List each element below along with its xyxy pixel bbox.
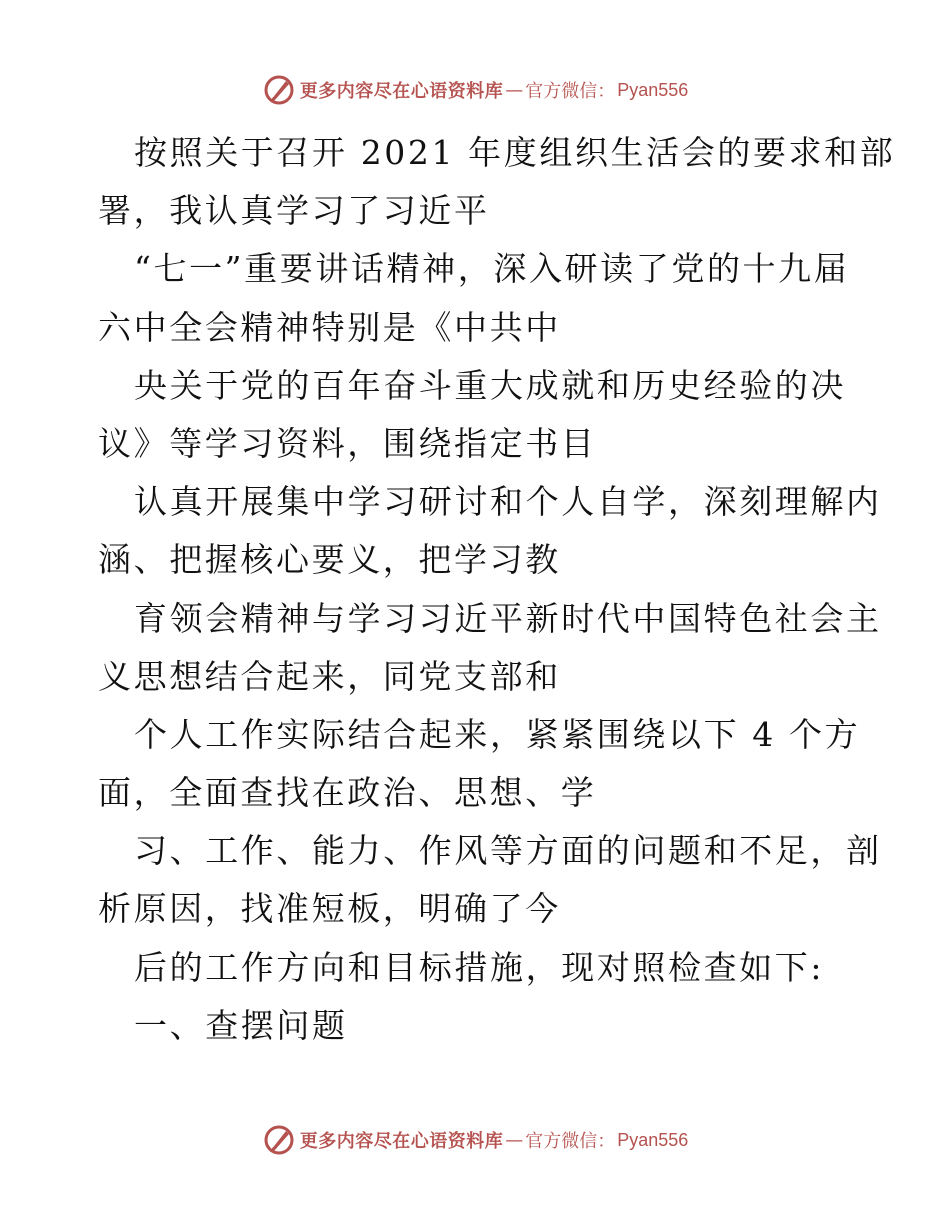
paragraph-line: 六中全会精神特别是《中共中 [98,307,561,347]
paragraph-line: 议》等学习资料，围绕指定书目 [98,423,597,463]
paragraph-line: 央关于党的百年奋斗重大成就和历史经验的决 [134,365,846,405]
paragraph-line: 署，我认真学习了习近平 [98,191,490,231]
quill-pen-circle-icon [262,73,296,107]
paragraph-line: 按照关于召开 2021 年度组织生活会的要求和部 [134,133,896,172]
footer-watermark [0,1120,950,1160]
watermark-wechat-label: 官方微信： [525,81,616,102]
watermark-wechat-id: Pyan556 [617,79,689,100]
quill-pen-circle-icon [262,1123,296,1157]
watermark-main-text: 更多内容尽在心语资料库 [299,1131,504,1152]
paragraph-line: 育领会精神与学习习近平新时代中国特色社会主 [134,598,882,638]
watermark-wechat-label: 官方微信： [525,1131,616,1152]
watermark-separator: — [505,79,524,101]
paragraph-line: 习、工作、能力、作风等方面的问题和不足，剖 [134,831,882,871]
watermark-main-text: 更多内容尽在心语资料库 [299,81,504,102]
watermark-separator: — [505,1129,524,1151]
paragraph-line: 面，全面查找在政治、思想、学 [98,773,597,813]
document-body [98,124,896,1055]
paragraph-line: 涵、把握核心要义，把学习教 [98,540,561,580]
paragraph-line: 析原因，找准短板，明确了今 [98,889,561,929]
paragraph-line: 认真开展集中学习研讨和个人自学，深刻理解内 [134,482,882,522]
paragraph-line: 义思想结合起来，同党支部和 [98,656,561,696]
paragraph-line: 一、查摆问题 [134,1005,348,1045]
header-watermark [0,70,950,110]
watermark-wechat-id: Pyan556 [617,1129,689,1150]
paragraph-line: 后的工作方向和目标措施，现对照检查如下: [134,947,825,987]
paragraph-line: “七一”重要讲话精神，深入研读了党的十九届 [134,249,850,289]
paragraph-line: 个人工作实际结合起来，紧紧围绕以下 4 个方 [134,714,861,754]
